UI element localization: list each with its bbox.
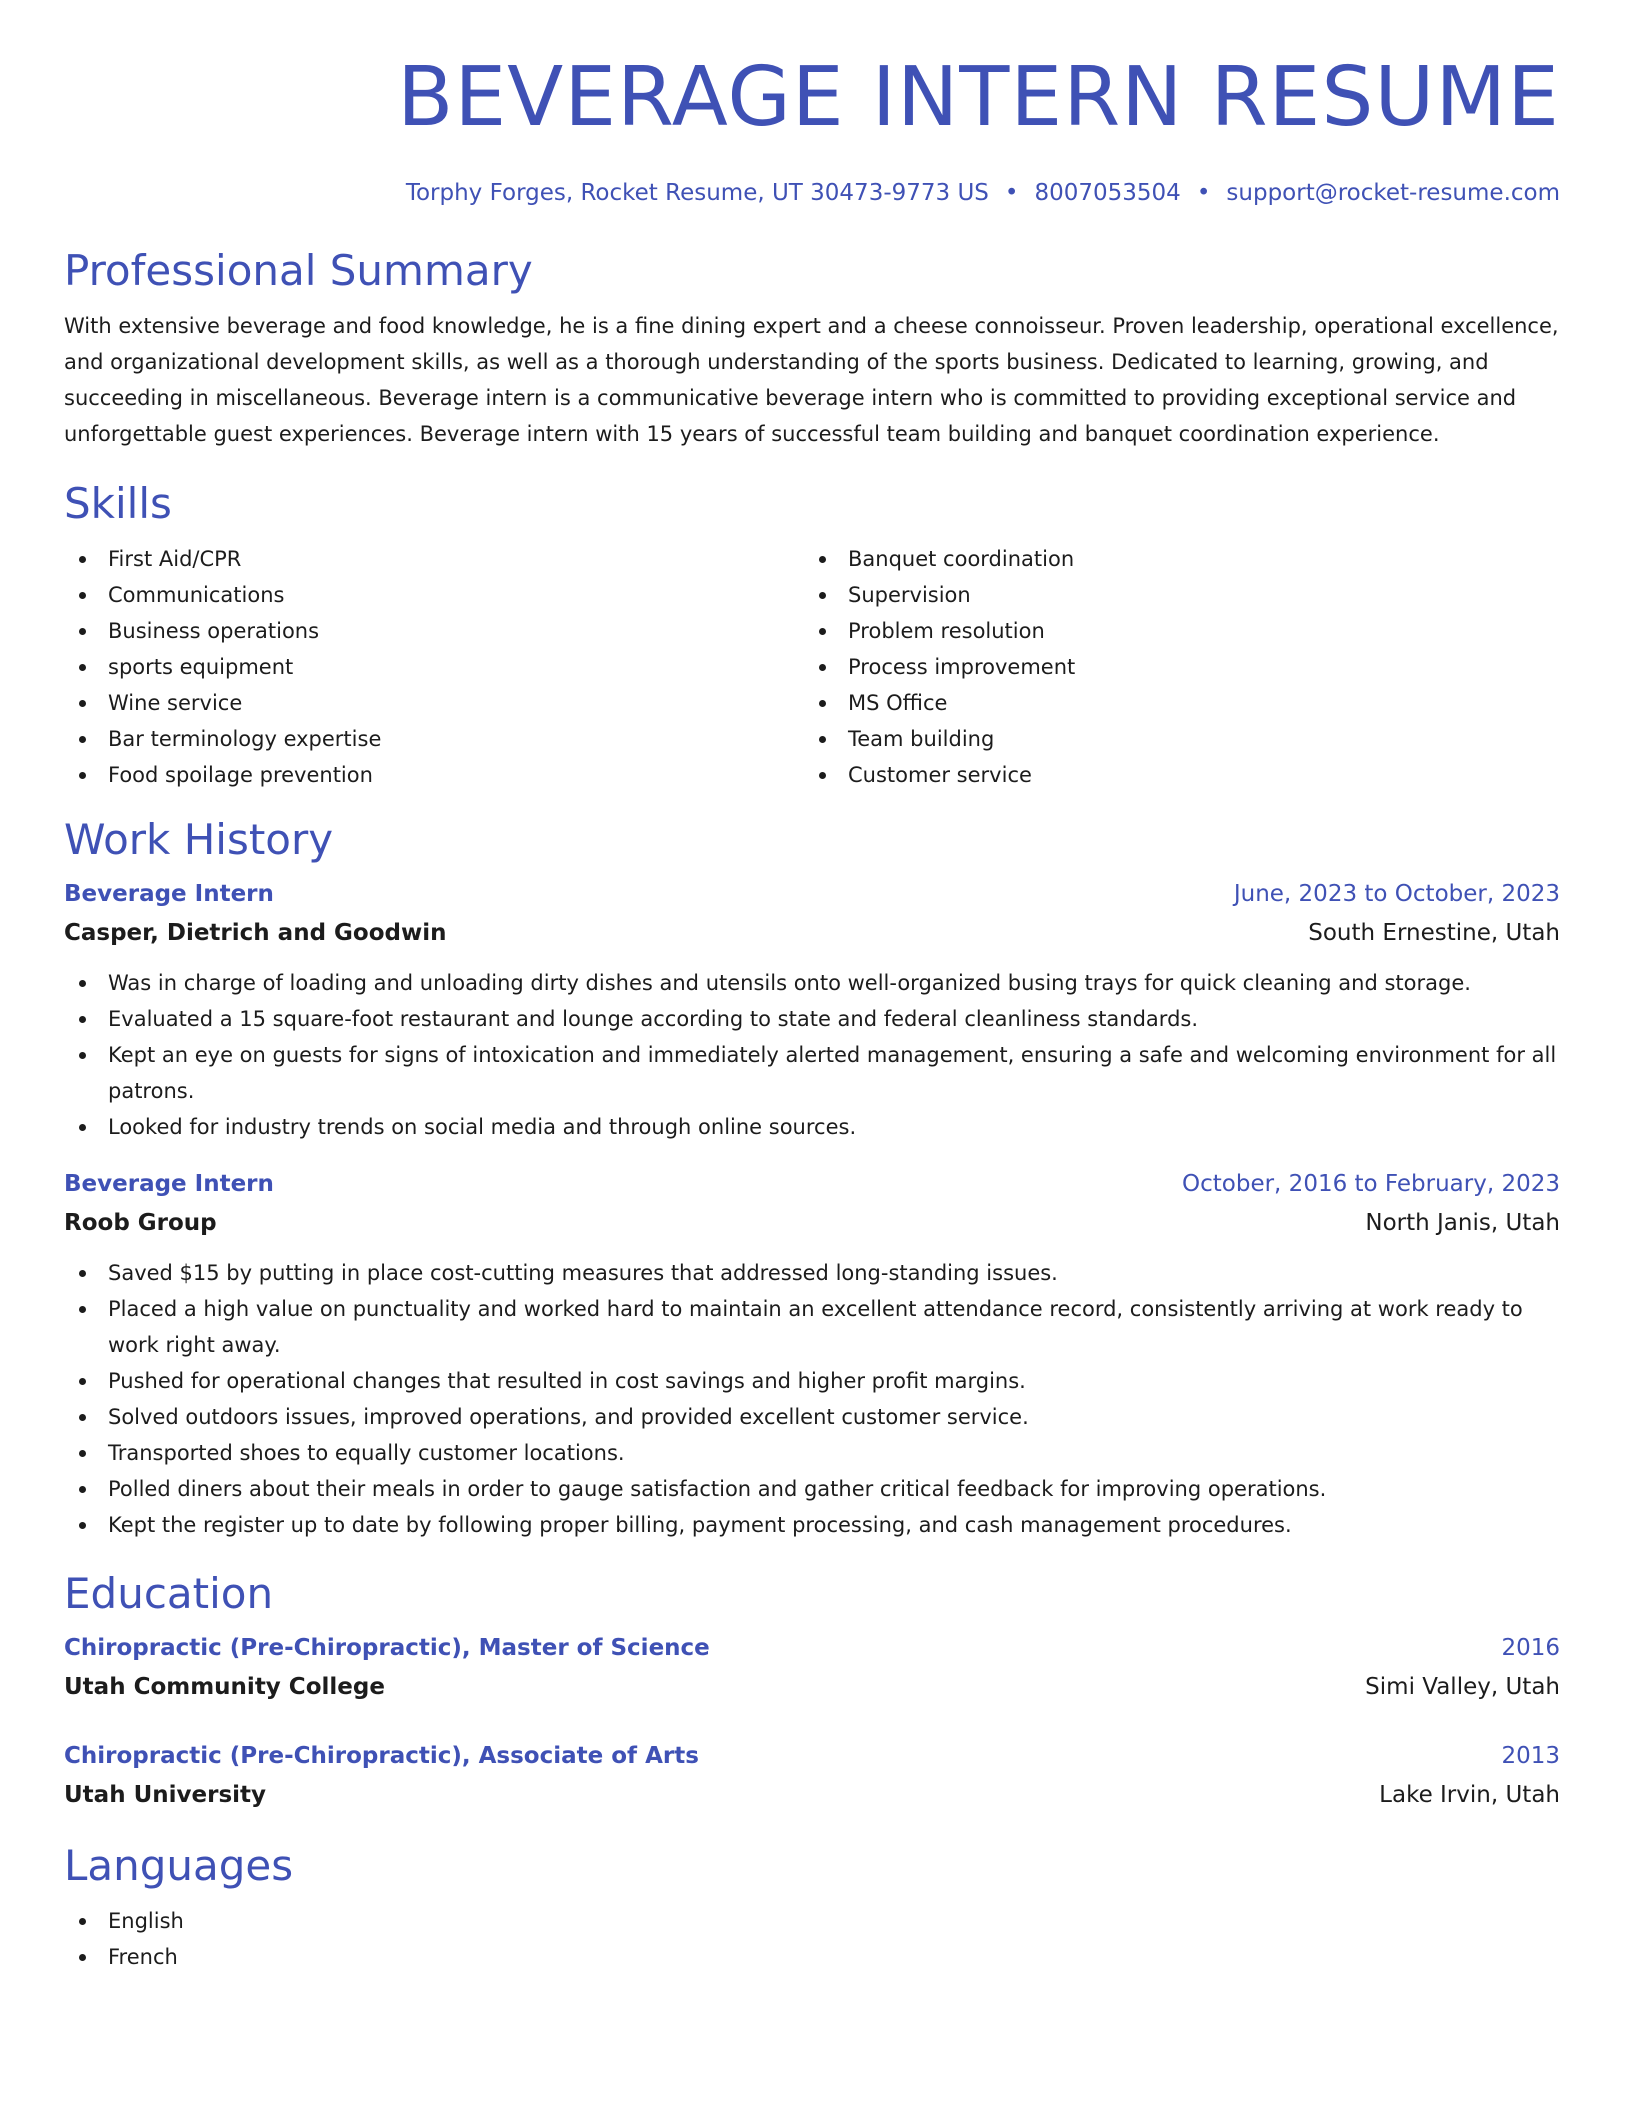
duty-item: Solved outdoors issues, improved operations, and provided excellent customer service. xyxy=(64,1399,1560,1435)
work-history-heading: Work History xyxy=(64,815,334,864)
job-entry xyxy=(64,875,1560,1145)
skills-heading: Skills xyxy=(64,479,172,528)
duty-item: Evaluated a 15 square-foot restaurant and lounge according to state and federal cleanliness standards. xyxy=(64,1001,1560,1037)
job-dates: October, 2016 to February, 2023 xyxy=(1182,1171,1560,1197)
resume-title: BEVERAGE INTERN RESUME xyxy=(397,50,1560,145)
skill-item: First Aid/CPR xyxy=(64,541,804,577)
job-location: North Janis, Utah xyxy=(1365,1210,1560,1236)
job-title: Beverage Intern xyxy=(64,1171,274,1197)
duty-item: Kept the register up to date by following proper billing, payment processing, and cash management procedures. xyxy=(64,1507,1560,1543)
duty-item: Kept an eye on guests for signs of intoxication and immediately alerted management, ensuring a safe and welcoming environment for all patrons. xyxy=(64,1037,1560,1109)
duty-item: Was in charge of loading and unloading dirty dishes and utensils onto well-organized busing trays for quick cleaning and storage. xyxy=(64,965,1560,1001)
language-item: French xyxy=(64,1939,1560,1975)
contact-phone[interactable]: 8007053504 xyxy=(1034,180,1181,206)
duty-item: Saved $15 by putting in place cost-cutting measures that addressed long-standing issues. xyxy=(64,1255,1560,1291)
skill-item: Wine service xyxy=(64,685,804,721)
skill-item: Problem resolution xyxy=(804,613,1544,649)
skill-item: Customer service xyxy=(804,757,1544,793)
education-entry xyxy=(64,1737,1560,1815)
degree-name: Chiropractic (Pre-Chiropractic), Master of Science xyxy=(64,1635,710,1661)
resume-page xyxy=(64,0,1560,1975)
skills-list xyxy=(64,541,1560,793)
summary-heading: Professional Summary xyxy=(64,246,533,295)
skills-column-right xyxy=(804,541,1544,793)
skill-item: Banquet coordination xyxy=(804,541,1544,577)
skill-item: Team building xyxy=(804,721,1544,757)
contact-email[interactable]: support@rocket-resume.com xyxy=(1226,180,1560,206)
contact-address: Torphy Forges, Rocket Resume, UT 30473-9773 US xyxy=(405,180,989,206)
job-company: Casper, Dietrich and Goodwin xyxy=(64,920,447,946)
languages-list xyxy=(64,1903,1560,1975)
school-location: Simi Valley, Utah xyxy=(1365,1674,1560,1700)
duty-item: Transported shoes to equally customer locations. xyxy=(64,1435,1560,1471)
contact-line xyxy=(64,178,1560,208)
job-company: Roob Group xyxy=(64,1210,217,1236)
job-location: South Ernestine, Utah xyxy=(1308,920,1560,946)
skill-item: MS Office xyxy=(804,685,1544,721)
education-heading: Education xyxy=(64,1569,274,1618)
duty-item: Polled diners about their meals in order to gauge satisfaction and gather critical feedback for improving operations. xyxy=(64,1471,1560,1507)
skill-item: Process improvement xyxy=(804,649,1544,685)
summary-text: With extensive beverage and food knowledge, he is a fine dining expert and a cheese connoisseur. Proven leadership, operational excellence, and organizational development skills, as well as a thorough understanding of the sports business. Dedicated to learning, growing, and succeeding in miscellaneous. Beverage intern is a communicative beverage intern who is committed to providing exceptional service and unforgettable guest experiences. Beverage intern with 15 years of successful team building and banquet coordination experience. xyxy=(64,314,1559,446)
contact-separator: • xyxy=(1004,180,1019,206)
languages-heading: Languages xyxy=(64,1841,294,1890)
school-name: Utah University xyxy=(64,1782,267,1808)
duty-item: Pushed for operational changes that resulted in cost savings and higher profit margins. xyxy=(64,1363,1560,1399)
contact-separator: • xyxy=(1196,180,1211,206)
skill-item: Food spoilage prevention xyxy=(64,757,804,793)
education-entry xyxy=(64,1629,1560,1707)
duty-item: Looked for industry trends on social media and through online sources. xyxy=(64,1109,1560,1145)
job-entry xyxy=(64,1165,1560,1543)
duty-item: Placed a high value on punctuality and worked hard to maintain an excellent attendance record, consistently arriving at work ready to work right away. xyxy=(64,1291,1560,1363)
skills-column-left xyxy=(64,541,804,793)
job-dates: June, 2023 to October, 2023 xyxy=(1233,881,1560,907)
graduation-year: 2013 xyxy=(1501,1743,1560,1769)
degree-name: Chiropractic (Pre-Chiropractic), Associate of Arts xyxy=(64,1743,699,1769)
job-duties xyxy=(64,1255,1560,1543)
school-location: Lake Irvin, Utah xyxy=(1379,1782,1560,1808)
skill-item: Supervision xyxy=(804,577,1544,613)
skill-item: Bar terminology expertise xyxy=(64,721,804,757)
skill-item: Business operations xyxy=(64,613,804,649)
language-item: English xyxy=(64,1903,1560,1939)
job-duties xyxy=(64,965,1560,1145)
skill-item: Communications xyxy=(64,577,804,613)
graduation-year: 2016 xyxy=(1501,1635,1560,1661)
school-name: Utah Community College xyxy=(64,1674,385,1700)
skill-item: sports equipment xyxy=(64,649,804,685)
job-title: Beverage Intern xyxy=(64,881,274,907)
